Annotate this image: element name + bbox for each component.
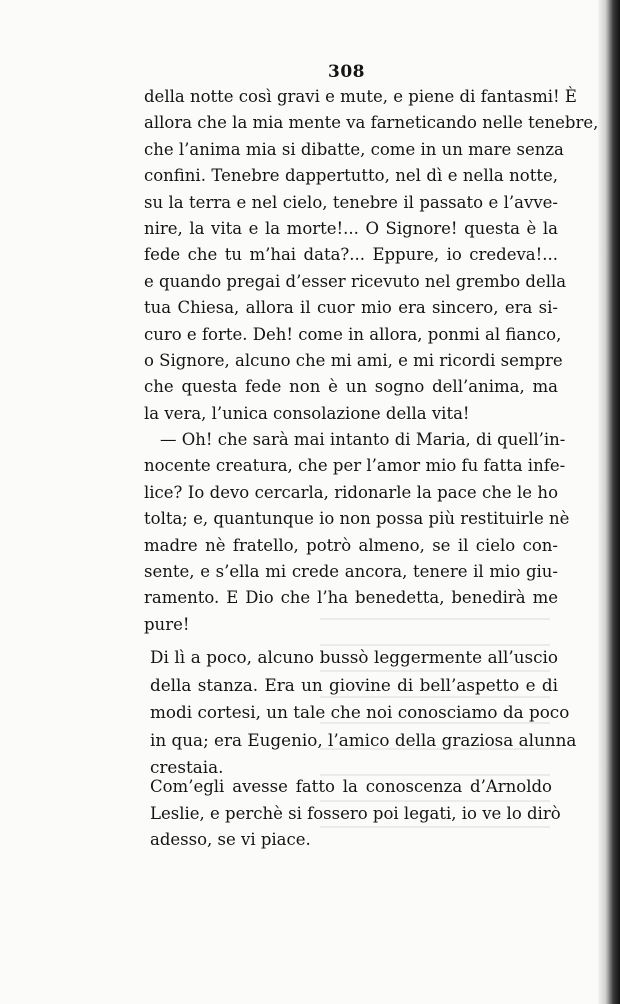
text-line: ramento. E Dio che l’ha benedetta, benedirà me: [144, 588, 558, 608]
paragraph-4: [150, 774, 561, 854]
paragraph-3: [150, 644, 577, 782]
page-edge-shadow: [598, 0, 620, 1004]
text-line: adesso, se vi piace.: [150, 830, 311, 849]
text-line: la vera, l’unica consolazione della vita!: [144, 403, 470, 423]
text-line: o Signore, alcuno che mi ami, e mi ricordi sempre: [144, 350, 563, 370]
text-line: che l’anima mia si dibatte, come in un mare senza: [144, 139, 564, 159]
text-line: confini. Tenebre dappertutto, nel dì e nella notte,: [144, 166, 558, 186]
text-line: madre nè fratello, potrò almeno, se il cielo con-: [144, 535, 558, 555]
text-line: Com’egli avesse fatto la conoscenza d’Arnoldo: [150, 777, 552, 796]
text-line: allora che la mia mente va farneticando nelle tenebre,: [144, 113, 599, 133]
text-line: fede che tu m’hai data?... Eppure, io credeva!...: [144, 245, 558, 265]
text-line: della stanza. Era un giovine di bell’aspetto e di: [150, 674, 558, 695]
text-line: su la terra e nel cielo, tenebre il passato e l’avve-: [144, 192, 558, 212]
text-line: che questa fede non è un sogno dell’anima, ma: [144, 377, 558, 397]
text-line: crestaia.: [150, 757, 224, 777]
text-line: nocente creatura, che per l’amor mio fu fatta infe-: [144, 456, 566, 476]
text-line: in qua; era Eugenio, l’amico della graziosa alunna: [150, 729, 577, 750]
text-line: della notte così gravi e mute, e piene di fantasmi! È: [144, 87, 577, 106]
text-line: sente, e s’ella mi crede ancora, tenere il mio giu-: [144, 562, 558, 582]
text-line: Leslie, e perchè si fossero poi legati, io ve lo dirò: [150, 803, 561, 823]
text-line: lice? Io devo cercarla, ridonarle la pace che le ho: [144, 482, 558, 502]
text-line: tolta; e, quantunque io non possa più restituirle nè: [144, 509, 570, 529]
text-line: Di lì a poco, alcuno bussò leggermente all’uscio: [150, 647, 558, 667]
text-line: — Oh! che sarà mai intanto di Maria, di quell’in-: [160, 430, 566, 450]
paragraph-1: [144, 84, 599, 638]
text-line: pure!: [144, 614, 190, 634]
text-line: curo e forte. Deh! come in allora, ponmi al fianco,: [144, 324, 562, 344]
text-line: e quando pregai d’esser ricevuto nel grembo della: [144, 271, 567, 291]
text-line: tua Chiesa, allora il cuor mio era sincero, era si-: [144, 298, 558, 318]
page-number: 308: [328, 62, 365, 82]
text-line: nire, la vita e la morte!... O Signore! questa è la: [144, 218, 558, 238]
text-line: modi cortesi, un tale che noi conosciamo da poco: [150, 702, 570, 722]
